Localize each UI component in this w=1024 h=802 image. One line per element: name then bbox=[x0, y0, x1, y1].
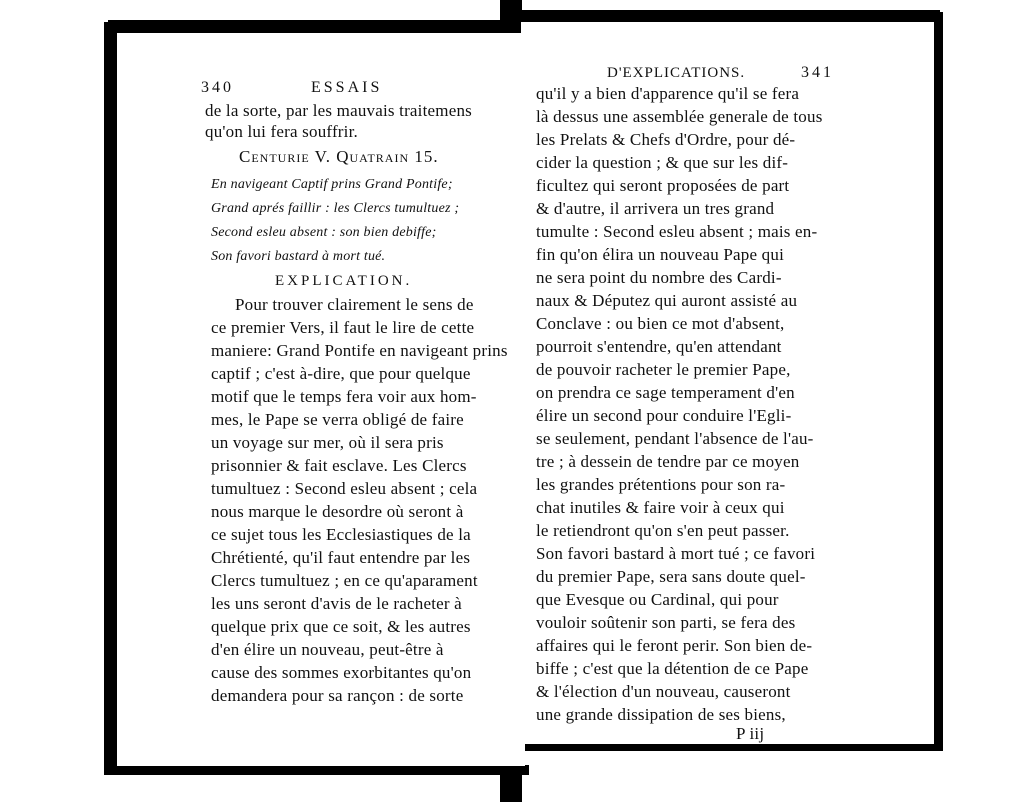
body-line: qu'il y a bien d'apparence qu'il se fera bbox=[536, 84, 800, 103]
body-line: une grande dissipation de ses biens, bbox=[536, 705, 786, 724]
body-line: ce sujet tous les Ecclesiastiques de la bbox=[211, 525, 471, 544]
body-line: quelque prix que ce soit, & les autres bbox=[211, 617, 471, 636]
body-line: tre ; à dessein de tendre par ce moyen bbox=[536, 452, 800, 471]
body-line: mes, le Pape se verra obligé de faire bbox=[211, 410, 464, 429]
verse-line: Son favori bastard à mort tué. bbox=[211, 249, 386, 264]
text-line: qu'on lui fera souffrir. bbox=[205, 122, 358, 141]
body-line: les uns seront d'avis de le racheter à bbox=[211, 594, 462, 613]
body-line: & d'autre, il arrivera un tres grand bbox=[536, 199, 775, 218]
body-line: chat inutiles & faire voir à ceux qui bbox=[536, 498, 785, 517]
body-line: ne sera point du nombre des Cardi- bbox=[536, 268, 782, 287]
body-line: Chrétienté, qu'il faut entendre par les bbox=[211, 548, 471, 567]
running-head-right: D'EXPLICATIONS. bbox=[607, 65, 746, 81]
scan-border-bottom-left bbox=[104, 765, 529, 775]
body-line: Pour trouver clairement le sens de bbox=[235, 295, 474, 314]
body-line: de pouvoir racheter le premier Pape, bbox=[536, 360, 791, 379]
body-line: biffe ; c'est que la détention de ce Pape bbox=[536, 659, 809, 678]
body-line: affaires qui le feront perir. Son bien de- bbox=[536, 636, 813, 655]
body-line: tumultuez : Second esleu absent ; cela bbox=[211, 479, 478, 498]
body-line: ficultez qui seront proposées de part bbox=[536, 176, 790, 195]
body-line: prisonnier & fait esclave. Les Clercs bbox=[211, 456, 467, 475]
body-line: maniere: Grand Pontife en navigeant prins bbox=[211, 341, 508, 360]
body-line: cause des sommes exorbitantes qu'on bbox=[211, 663, 472, 682]
body-line: Son favori bastard à mort tué ; ce favori bbox=[536, 544, 816, 563]
body-line: & l'élection d'un nouveau, causeront bbox=[536, 682, 791, 701]
body-line: d'en élire un nouveau, peut-être à bbox=[211, 640, 444, 659]
verse-line: En navigeant Captif prins Grand Pontife; bbox=[211, 177, 453, 192]
right-page bbox=[521, 22, 934, 744]
scan-border-left bbox=[104, 22, 118, 774]
body-line: cider la question ; & que sur les dif- bbox=[536, 153, 789, 172]
body-line: Conclave : ou bien ce mot d'absent, bbox=[536, 314, 785, 333]
body-line: Clercs tumultuez ; en ce qu'aparament bbox=[211, 571, 478, 590]
signature-mark: P iij bbox=[736, 724, 765, 743]
page-number-right: 341 bbox=[801, 64, 834, 81]
body-line: pourroit s'entendre, qu'en attendant bbox=[536, 337, 782, 356]
page-number-left: 340 bbox=[201, 79, 234, 96]
body-line: motif que le temps fera voir aux hom- bbox=[211, 387, 477, 406]
scan-border-top bbox=[108, 20, 528, 34]
body-line: un voyage sur mer, où il sera pris bbox=[211, 433, 444, 452]
body-line: ce premier Vers, il faut le lire de cette bbox=[211, 318, 475, 337]
body-line: que Evesque ou Cardinal, qui pour bbox=[536, 590, 779, 609]
body-line: demandera pour sa rançon : de sorte bbox=[211, 686, 464, 705]
verse-line: Second esleu absent : son bien debiffe; bbox=[211, 225, 437, 240]
section-heading: Centurie V. Quatrain 15. bbox=[239, 147, 439, 166]
verse-line: Grand aprés faillir : les Clercs tumultuez ; bbox=[211, 201, 460, 216]
body-line: du premier Pape, sera sans doute quel- bbox=[536, 567, 806, 586]
body-line: là dessus une assemblée generale de tous bbox=[536, 107, 823, 126]
scan-border-right bbox=[933, 12, 943, 748]
body-line: le retiendront qu'on s'en peut passer. bbox=[536, 521, 790, 540]
body-line: vouloir soûtenir son parti, se fera des bbox=[536, 613, 796, 632]
body-line: les grandes prétentions pour son ra- bbox=[536, 475, 786, 494]
body-line: naux & Députez qui auront assisté au bbox=[536, 291, 798, 310]
body-line: se seulement, pendant l'absence de l'au- bbox=[536, 429, 814, 448]
text-line: de la sorte, par les mauvais traitemens bbox=[205, 101, 472, 120]
running-head-left: ESSAIS bbox=[311, 79, 383, 96]
body-line: captif ; c'est à-dire, que pour quelque bbox=[211, 364, 471, 383]
scan-border-bottom-right bbox=[515, 743, 943, 751]
body-line: nous marque le desordre où seront à bbox=[211, 502, 464, 521]
body-line: élire un second pour conduire l'Egli- bbox=[536, 406, 792, 425]
explication-heading: EXPLICATION. bbox=[275, 273, 413, 289]
body-line: on prendra ce sage temperament d'en bbox=[536, 383, 795, 402]
body-line: fin qu'on élira un nouveau Pape qui bbox=[536, 245, 785, 264]
body-line: tumulte : Second esleu absent ; mais en- bbox=[536, 222, 818, 241]
body-line: les Prelats & Chefs d'Ordre, pour dé- bbox=[536, 130, 796, 149]
left-page bbox=[117, 33, 525, 766]
